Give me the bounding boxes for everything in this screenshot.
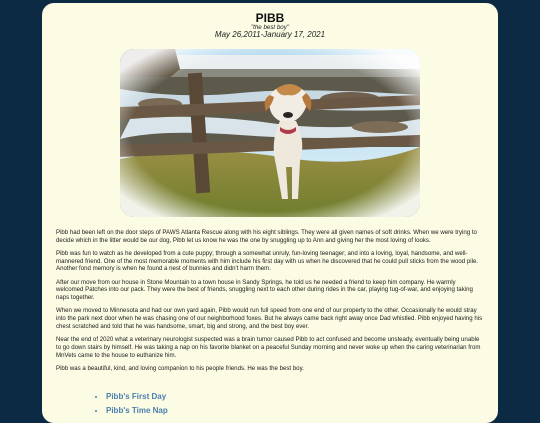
nickname: "the best boy" xyxy=(250,24,290,31)
list-item xyxy=(106,392,168,401)
paragraph-closing: Pibb was a beautiful, kind, and loving companion to his people friends. He was the best boy. xyxy=(56,364,304,372)
list-item xyxy=(106,406,168,415)
memorial-card xyxy=(42,3,498,423)
dog-photo xyxy=(120,49,420,217)
paragraph-adoption: Pibb had been left on the door steps of PAWS Atlanta Rescue along with his eight siblings. They were all given names of soft drinks. When we were trying to decide which in the litter would be our dog, Pibb let us know he was the one by snuggling up to Ann and giving her the most loving of looks. xyxy=(56,229,477,244)
dog-photo-illustration xyxy=(120,49,420,217)
life-dates: May 26,2011-January 17, 2021 xyxy=(214,30,326,39)
link-first-day[interactable]: Pibb's First Day xyxy=(106,392,167,401)
page-title: PIBB xyxy=(255,11,285,25)
paragraph-growing-up: Pibb was fun to watch as he developed from a cute puppy; through a somewhat unruly, fun-loving teenager; and into a loving, loyal, handsome, and well-mannered friend. One of the most memorable moments with him include his first day with us when he discovered that he could pull sticks from the wood pile. Another fond memory is when he found a nest of bunnies and didn't harm them. xyxy=(56,250,479,273)
related-links xyxy=(94,392,168,420)
paragraph-minnesota: When we moved to Minnesota and had our own yard again, Pibb would run full speed from one end of our property to the other. Occasionally he would stray into the park next door when he was chasing one of our neighborhood foxes. But he always came back right away once Dad whistled. Pibb enjoyed having his chest scratched and told that he was handsome, smart, big and strong, and the best boy ever. xyxy=(56,307,483,330)
paragraph-final-days: Near the end of 2020 what a veterinary neurologist suspected was a brain tumor caused Pibb to act confused and become unsteady, eventually being unable to go down stairs by himself. He was taking a nap on his favorite blanket on a peaceful Sunday morning and never woke up when the caring veterinarian from MnVets came to the house to euthanize him. xyxy=(56,336,481,359)
paragraph-patches: After our move from our house in Stone Mountain to a town house in Sandy Springs, he told us he needed a friend to keep him company. He warmly welcomed Patches into our pack. They were the best of friends, snuggling next to each other during rides in the car, playing tug-of-war, and enjoying taking naps together. xyxy=(56,278,473,302)
link-time-nap[interactable]: Pibb's Time Nap xyxy=(106,406,168,415)
obituary-text xyxy=(56,229,484,378)
